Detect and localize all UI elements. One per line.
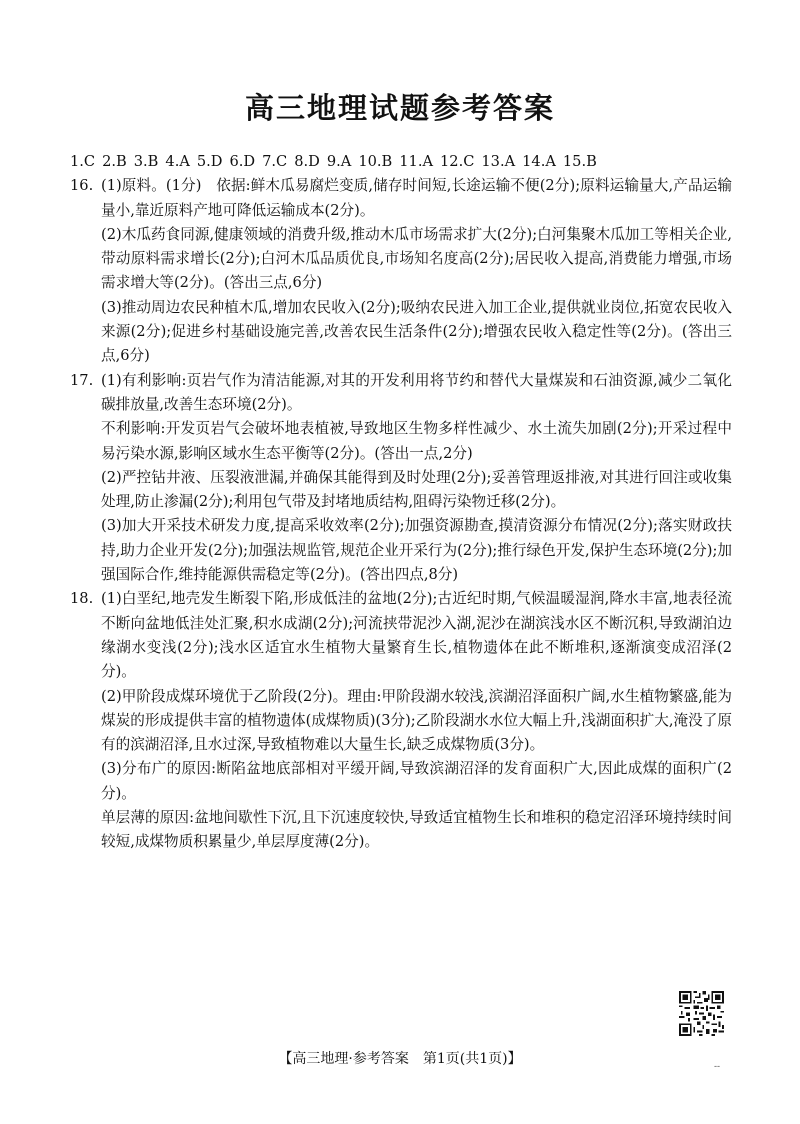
page-title: 高三地理试题参考答案 <box>244 91 555 125</box>
question-body <box>101 369 732 588</box>
answer-paragraph: 不利影响:开发页岩气会破坏地表植被,导致地区生物多样性减少、水土流失加剧(2分);开采过程中易污染水源,影响区域水生态平衡等(2分)。(答出一点,2分) <box>101 420 732 462</box>
question-body <box>101 174 732 368</box>
question-number: 16. <box>70 177 94 195</box>
answer-paragraph: (2)严控钻井液、压裂液泄漏,并确保其能得到及时处理(2分);妥善管理返排液,对其进行回注或收集处理,防止渗漏(2分);利用包气带及封堵地质结构,阻碍污染物迁移(2分)。 <box>101 468 732 511</box>
choice-answer: 13.A <box>481 153 516 170</box>
answer-paragraph: 单层薄的原因:盆地间歇性下沉,且下沉速度较快,导致适宜植物生长和堆积的稳定沼泽环境持续时间较短,成煤物质积累量少,单层厚度薄(2分)。 <box>101 809 732 851</box>
choice-answer: 1.C <box>70 153 96 170</box>
choice-answers <box>70 150 732 174</box>
choice-answer: 4.A <box>165 153 190 170</box>
answer-body <box>70 150 732 855</box>
question-17 <box>70 369 732 588</box>
answer-paragraph: (1)有利影响:页岩气作为清洁能源,对其的开发利用将节约和替代大量煤炭和石油资源,减少二氧化碳排放量,改善生态环境(2分)。 <box>101 371 732 413</box>
choice-answer: 3.B <box>133 153 159 170</box>
page-footer: 【高三地理·参考答案 第1页(共1页)】 <box>278 1051 522 1067</box>
qr-code-icon[interactable] <box>679 991 724 1036</box>
question-number: 17. <box>70 371 94 389</box>
choice-answer: 9.A <box>326 153 352 170</box>
question-16 <box>70 174 732 368</box>
answer-paragraph: (1)白垩纪,地壳发生断裂下陷,形成低洼的盆地(2分);古近纪时期,气候温暖湿润,降水丰富,地表径流不断向盆地低洼处汇聚,积水成湖(2分);河流挟带泥沙入湖,泥沙在湖滨浅水区不断沉积,导致湖泊边缘湖水变浅(2分);浅水区适宜水生植物大量繁育生长,植物遗体在此不断堆积,逐渐演变成沼泽(2分)。 <box>101 590 732 681</box>
choice-answer: 2.B <box>102 153 127 170</box>
answer-paragraph: (2)甲阶段成煤环境优于乙阶段(2分)。理由:甲阶段湖水较浅,滨湖沼泽面积广阔,水生植物繁盛,能为煤炭的形成提供丰富的植物遗体(成煤物质)(3分);乙阶段湖水水位大幅上升,浅湖面积扩大,淹没了原有的滨湖沼泽,且水过深,导致植物难以大量生长,缺乏成煤物质(3分)。 <box>101 687 732 754</box>
question-body <box>101 587 732 854</box>
choice-answer: 8.D <box>294 153 320 170</box>
answer-paragraph: (3)推动周边农民种植木瓜,增加农民收入(2分);吸纳农民进入加工企业,提供就业岗位,拓宽农民收入来源(2分);促进乡村基础设施完善,改善农民生活条件(2分);增强农民收入稳定性等(2分)。(答出三点,6分) <box>101 298 732 365</box>
answer-paragraph: (2)木瓜药食同源,健康领域的消费升级,推动木瓜市场需求扩大(2分);白河集聚木瓜加工等相关企业,带动原料需求增长(2分);白河木瓜品质优良,市场知名度高(2分);居民收入提高,消费能力增强,市场需求增大等(2分)。(答出三点,6分) <box>101 225 732 292</box>
choice-answer: 6.D <box>229 153 256 170</box>
corner-mark: -- <box>714 1062 721 1072</box>
choice-answer: 14.A <box>522 153 556 170</box>
question-18 <box>70 587 732 854</box>
answer-paragraph: (3)加大开采技术研发力度,提高采收效率(2分);加强资源勘查,摸清资源分布情况(2分);落实财政扶持,助力企业开发(2分);加强法规监管,规范企业开采行为(2分);推行绿色开发,保护生态环境(2分);加强国际合作,维持能源供需稳定等(2分)。(答出四点,8分) <box>101 517 732 584</box>
question-number: 18. <box>70 590 94 608</box>
answer-paragraph: (3)分布广的原因:断陷盆地底部相对平缓开阔,导致滨湖沼泽的发育面积广大,因此成煤的面积广(2分)。 <box>101 760 732 802</box>
choice-answer: 12.C <box>440 153 475 170</box>
choice-answer: 10.B <box>358 153 393 170</box>
choice-answer: 11.A <box>399 153 433 170</box>
choice-answer: 15.B <box>562 153 597 170</box>
answer-paragraph: (1)原料。(1分) 依据:鲜木瓜易腐烂变质,储存时间短,长途运输不便(2分);原料运输量大,产品运输量小,靠近原料产地可降低运输成本(2分)。 <box>101 177 732 219</box>
choice-answer: 5.D <box>196 153 223 170</box>
choice-answer: 7.C <box>262 153 288 170</box>
